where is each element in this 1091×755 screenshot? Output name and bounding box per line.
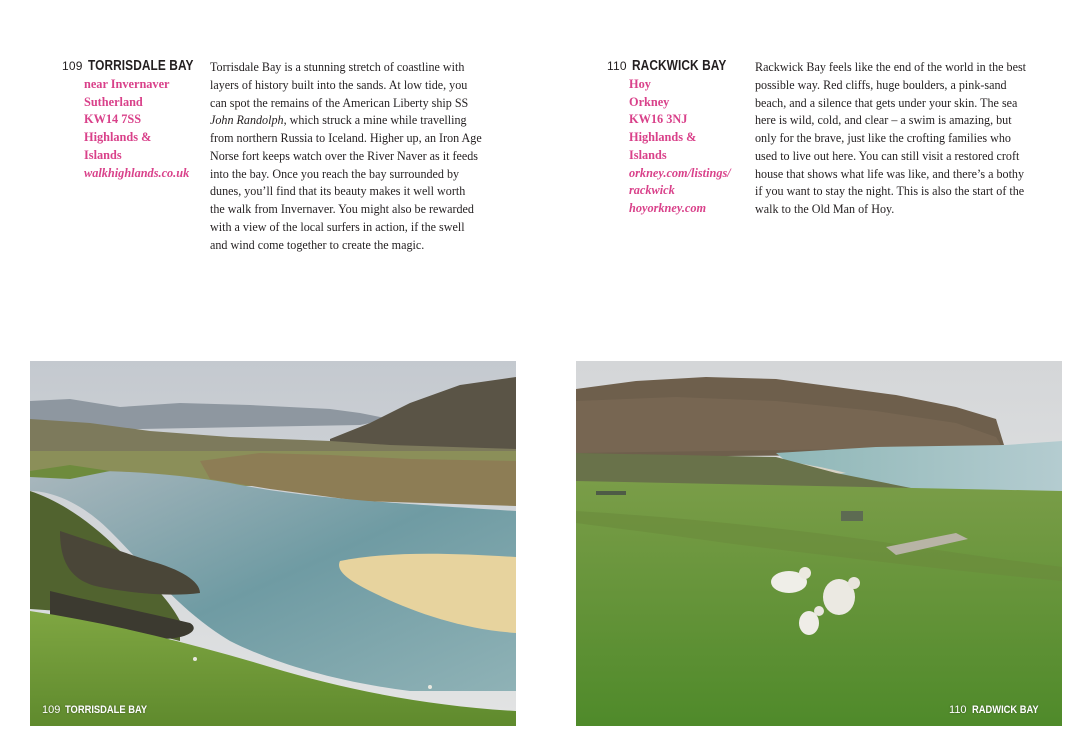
caption-number: 109	[42, 704, 61, 716]
entry-number: 109	[62, 59, 83, 73]
entry-meta	[62, 56, 202, 182]
address-line: Islands	[84, 147, 122, 162]
address-line: KW14 7SS	[84, 112, 142, 127]
address-line: Islands	[629, 147, 667, 162]
photo-caption	[949, 704, 1050, 716]
address-line: Highlands &	[629, 130, 697, 145]
description-text: Torrisdale Bay is a stunning stretch of coastline with layers of history built into the sands. At low tide, you can spot the remains of the American Liberty ship SS	[210, 60, 469, 110]
entry-description	[210, 59, 482, 254]
entry-title: TORRISDALE BAY	[87, 58, 194, 74]
photo-caption	[42, 704, 162, 716]
photo-rackwick-bay	[576, 361, 1062, 726]
caption-number: 110	[949, 704, 967, 716]
description-text: , which struck a mine while travelling from northern Russia to Iceland. Higher up, an Iron Age Norse fort keeps watch over the River Naver as it feeds into the bay. Once you reach the bay surrounded by dunes, you’ll find that its beauty makes it well worth the walk from Invernaver. You might also be rewarded with a view of the local surfers in action, if the swell and wind come together to create the magic.	[210, 113, 482, 252]
entry-heading	[62, 56, 202, 76]
website-link[interactable]: orkney.com/listings/	[629, 165, 731, 180]
entry-title: RACKWICK BAY	[631, 58, 727, 74]
website-link[interactable]: walkhighlands.co.uk	[84, 165, 190, 180]
address-line: Orkney	[629, 94, 670, 109]
address-line: Sutherland	[84, 94, 143, 109]
description-text: Rackwick Bay feels like the end of the world in the best possible way. Red cliffs, huge boulders, a pink-sand beach, and a silence that gets under your skin. The sea here is wild, cold, and clear – a swim is amazing, but only for the brave, just like the crofting families who used to live out here. You can still visit a restored croft house that shows what life was like, and there’s a bothy if you want to stay the night. This is also the start of the walk to the Old Man of Hoy.	[755, 60, 1027, 216]
photo-torrisdale-bay	[30, 361, 516, 726]
landscape-image	[576, 361, 1062, 726]
address-line: KW16 3NJ	[629, 112, 688, 127]
caption-title: TORRISDALE BAY	[65, 704, 148, 716]
website-link[interactable]: rackwick	[629, 183, 675, 198]
entry-heading	[607, 56, 747, 76]
entry-address	[629, 76, 747, 218]
entry-meta	[607, 56, 747, 218]
ship-name: John Randolph	[210, 113, 284, 128]
entry-description	[755, 59, 1027, 219]
address-line: near Invernaver	[84, 77, 170, 91]
address-line: Highlands &	[84, 130, 152, 145]
address-line: Hoy	[629, 77, 651, 91]
landscape-image	[30, 361, 516, 726]
caption-title: RADWICK BAY	[971, 704, 1039, 716]
entry-address	[84, 76, 202, 182]
website-link[interactable]: hoyorkney.com	[629, 200, 707, 215]
entry-number: 110	[607, 59, 627, 73]
